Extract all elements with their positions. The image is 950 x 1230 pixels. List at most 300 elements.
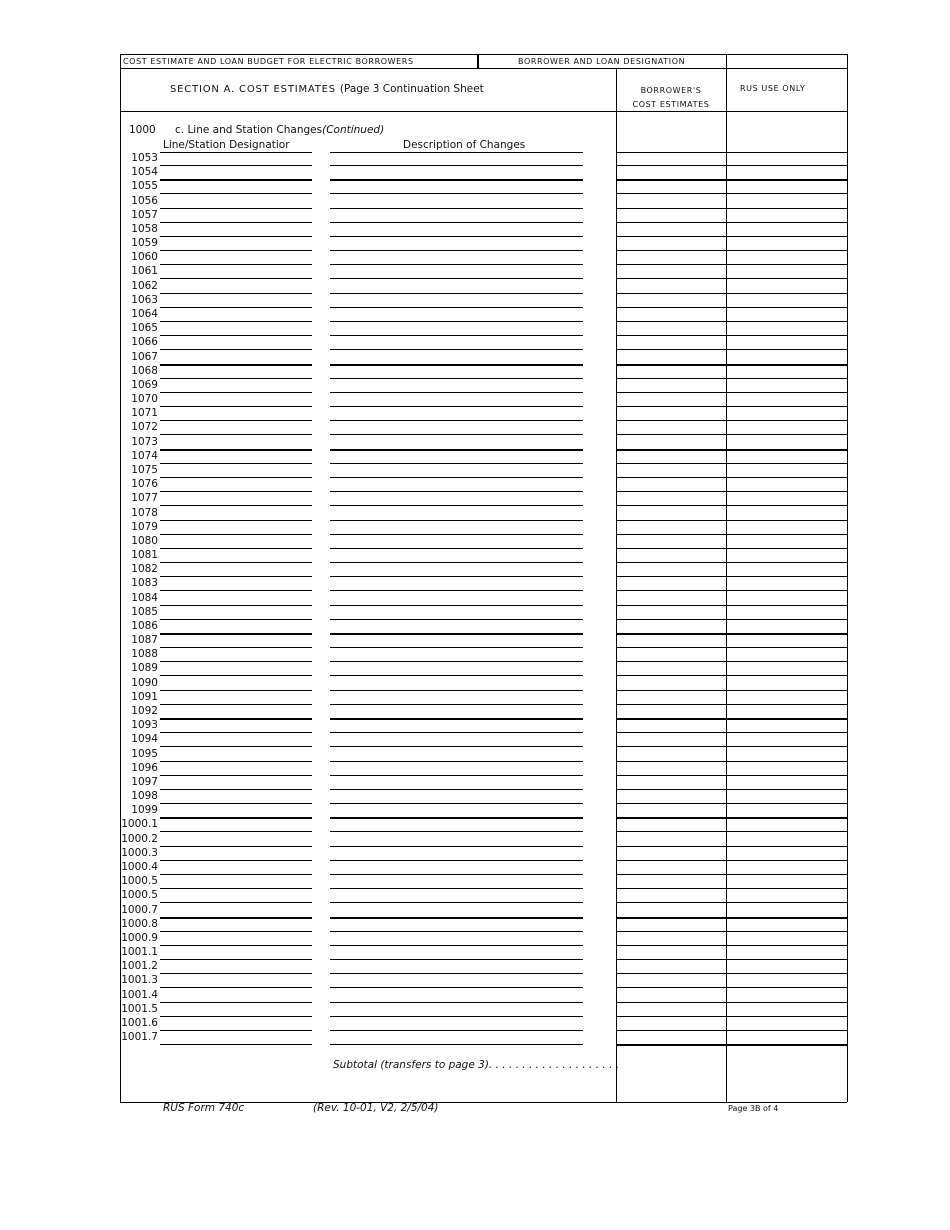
row-number: 1090 — [131, 677, 158, 689]
rus-use-field[interactable] — [726, 364, 847, 366]
designation-field[interactable] — [160, 803, 312, 804]
row-number: 1082 — [131, 563, 158, 575]
designation-field[interactable] — [160, 349, 312, 350]
row-number: 1088 — [131, 648, 158, 660]
row-number: 1001.4 — [121, 989, 158, 1001]
designation-field[interactable] — [160, 548, 312, 549]
description-field[interactable] — [330, 860, 583, 861]
borrower-estimate-field[interactable] — [616, 746, 726, 747]
designation-field[interactable] — [160, 477, 312, 478]
designation-field[interactable] — [160, 605, 312, 606]
description-field[interactable] — [330, 364, 583, 366]
borrower-estimate-field[interactable] — [616, 449, 726, 451]
rus-use-field[interactable] — [726, 973, 847, 974]
borrower-estimate-field[interactable] — [616, 732, 726, 733]
description-field[interactable] — [330, 378, 583, 379]
rus-use-field[interactable] — [726, 1002, 847, 1003]
row-number: 1000.1 — [121, 818, 158, 830]
row-number: 1065 — [131, 322, 158, 334]
rus-use-field[interactable] — [726, 463, 847, 464]
description-field[interactable] — [330, 761, 583, 762]
borrower-estimate-field[interactable] — [616, 378, 726, 379]
description-field[interactable] — [330, 250, 583, 251]
rus-use-field[interactable] — [726, 420, 847, 421]
description-field[interactable] — [330, 945, 583, 946]
designation-field[interactable] — [160, 1030, 312, 1031]
borrower-estimate-field[interactable] — [616, 477, 726, 478]
description-field[interactable] — [330, 732, 583, 733]
description-field[interactable] — [330, 1030, 583, 1031]
borrower-estimate-field[interactable] — [616, 874, 726, 875]
designation-field[interactable] — [160, 534, 312, 535]
designation-field[interactable] — [160, 775, 312, 776]
designation-field[interactable] — [160, 675, 312, 676]
rus-use-field[interactable] — [726, 1044, 847, 1045]
section-subtitle: (Page 3 Continuation Sheet — [339, 83, 484, 95]
row-number: 1092 — [131, 705, 158, 717]
borrower-estimate-field[interactable] — [616, 931, 726, 932]
rus-use-field[interactable] — [726, 165, 847, 166]
borrower-estimate-field[interactable] — [616, 718, 726, 720]
designation-field[interactable] — [160, 278, 312, 279]
borrower-estimate-field[interactable] — [616, 520, 726, 521]
borrower-estimate-field[interactable] — [616, 193, 726, 194]
designation-field[interactable] — [160, 945, 312, 946]
form-title: COST ESTIMATE AND LOAN BUDGET FOR ELECTRIC BORROWERS — [123, 57, 414, 66]
description-field[interactable] — [330, 831, 583, 832]
header-row-divider — [120, 68, 847, 69]
designation-field[interactable] — [160, 222, 312, 223]
designation-field[interactable] — [160, 434, 312, 435]
borrower-estimate-field[interactable] — [616, 1030, 726, 1031]
borrower-estimate-field[interactable] — [616, 534, 726, 535]
description-field[interactable] — [330, 406, 583, 407]
borrower-estimate-field[interactable] — [616, 349, 726, 350]
rus-column-divider — [726, 68, 727, 1102]
rus-use-field[interactable] — [726, 392, 847, 393]
rus-use-field[interactable] — [726, 704, 847, 705]
borrower-estimate-field[interactable] — [616, 973, 726, 974]
section-heading-text: c. Line and Station Changes — [175, 124, 323, 136]
rus-use-field[interactable] — [726, 732, 847, 733]
borrower-estimate-field[interactable] — [616, 803, 726, 804]
row-number: 1055 — [131, 180, 158, 192]
designation-field[interactable] — [160, 193, 312, 194]
borrower-estimate-field[interactable] — [616, 250, 726, 251]
description-field[interactable] — [330, 846, 583, 847]
designation-field[interactable] — [160, 463, 312, 464]
borrower-estimate-field[interactable] — [616, 236, 726, 237]
borrower-estimate-field[interactable] — [616, 1002, 726, 1003]
designation-field[interactable] — [160, 888, 312, 889]
borrower-estimate-field[interactable] — [616, 690, 726, 691]
borrower-estimate-field[interactable] — [616, 789, 726, 790]
rus-use-field[interactable] — [726, 307, 847, 308]
row-number: 1086 — [131, 620, 158, 632]
borrower-estimate-field[interactable] — [616, 619, 726, 620]
description-field[interactable] — [330, 973, 583, 974]
row-number: 1063 — [131, 294, 158, 306]
designation-field[interactable] — [160, 392, 312, 393]
borrower-estimate-field[interactable] — [616, 647, 726, 648]
borrower-estimate-field[interactable] — [616, 902, 726, 903]
rus-use-field[interactable] — [726, 293, 847, 294]
description-field[interactable] — [330, 236, 583, 237]
description-field-top — [330, 152, 583, 153]
header-divider-1 — [477, 54, 479, 68]
designation-field[interactable] — [160, 647, 312, 648]
rus-use-field[interactable] — [726, 208, 847, 209]
borrower-estimate-field[interactable] — [616, 335, 726, 336]
description-field[interactable] — [330, 534, 583, 535]
rus-use-field[interactable] — [726, 321, 847, 322]
rus-use-field[interactable] — [726, 520, 847, 521]
rus-use-field[interactable] — [726, 803, 847, 804]
rus-use-field[interactable] — [726, 193, 847, 194]
rus-use-field[interactable] — [726, 406, 847, 407]
description-field[interactable] — [330, 959, 583, 960]
designation-field[interactable] — [160, 789, 312, 790]
designation-field[interactable] — [160, 208, 312, 209]
borrower-estimate-field[interactable] — [616, 831, 726, 832]
borrower-estimate-field[interactable] — [616, 364, 726, 366]
rus-use-field[interactable] — [726, 831, 847, 832]
designation-field[interactable] — [160, 250, 312, 251]
designation-field[interactable] — [160, 590, 312, 591]
designation-field[interactable] — [160, 917, 312, 919]
description-field[interactable] — [330, 1016, 583, 1017]
description-field[interactable] — [330, 675, 583, 676]
description-field[interactable] — [330, 931, 583, 932]
rus-use-field[interactable] — [726, 349, 847, 350]
rus-use-field[interactable] — [726, 576, 847, 577]
rus-use-field[interactable] — [726, 378, 847, 379]
borrower-estimate-field[interactable] — [616, 463, 726, 464]
column-header-description: Description of Changes — [403, 139, 526, 151]
description-field[interactable] — [330, 449, 583, 451]
header-divider-2 — [726, 54, 727, 68]
description-field[interactable] — [330, 661, 583, 662]
designation-field[interactable] — [160, 874, 312, 875]
rus-use-field[interactable] — [726, 236, 847, 237]
designation-field[interactable] — [160, 746, 312, 747]
row-number: 1098 — [131, 790, 158, 802]
rus-use-field[interactable] — [726, 647, 847, 648]
rus-use-field[interactable] — [726, 250, 847, 251]
rus-use-field[interactable] — [726, 761, 847, 762]
rus-use-field[interactable] — [726, 434, 847, 435]
borrower-estimate-field[interactable] — [616, 945, 726, 946]
borrower-estimate-field[interactable] — [616, 1044, 726, 1045]
description-field[interactable] — [330, 633, 583, 635]
borrower-estimate-field[interactable] — [616, 675, 726, 676]
borrower-estimate-field[interactable] — [616, 264, 726, 265]
borrower-estimate-field[interactable] — [616, 222, 726, 223]
section-header-divider — [120, 111, 847, 112]
rus-use-field[interactable] — [726, 775, 847, 776]
designation-field[interactable] — [160, 378, 312, 379]
description-field[interactable] — [330, 718, 583, 720]
description-field[interactable] — [330, 902, 583, 903]
designation-field[interactable] — [160, 846, 312, 847]
description-field[interactable] — [330, 307, 583, 308]
rus-use-field[interactable] — [726, 449, 847, 451]
section-title-text: SECTION A. COST ESTIMATES — [170, 84, 336, 95]
rus-use-field[interactable] — [726, 278, 847, 279]
designation-field[interactable] — [160, 576, 312, 577]
designation-field[interactable] — [160, 704, 312, 705]
borrower-estimate-field[interactable] — [616, 165, 726, 166]
rus-use-field[interactable] — [726, 548, 847, 549]
row-number: 1076 — [131, 478, 158, 490]
rus-use-field[interactable] — [726, 222, 847, 223]
designation-field[interactable] — [160, 520, 312, 521]
description-field[interactable] — [330, 165, 583, 166]
borrower-estimate-field[interactable] — [616, 491, 726, 492]
designation-field[interactable] — [160, 264, 312, 265]
borrower-cost-line2: COST ESTIMATES — [632, 100, 710, 109]
borrower-estimate-field[interactable] — [616, 590, 726, 591]
row-number: 1000.5 — [121, 875, 158, 887]
description-field[interactable] — [330, 1044, 583, 1045]
borrower-estimate-field[interactable] — [616, 179, 726, 181]
rus-use-field[interactable] — [726, 633, 847, 635]
designation-field[interactable] — [160, 902, 312, 903]
rus-use-field[interactable] — [726, 619, 847, 620]
subtotal-divider — [616, 1045, 847, 1046]
row-number: 1059 — [131, 237, 158, 249]
form-revision: (Rev. 10-01, V2, 2/5/04) — [313, 1102, 439, 1114]
description-field[interactable] — [330, 335, 583, 336]
subtotal-label: Subtotal (transfers to page 3). . . . . . . . . . . . . . . . . . . . — [333, 1059, 620, 1071]
designation-field[interactable] — [160, 449, 312, 451]
rus-use-field[interactable] — [726, 746, 847, 747]
borrower-estimate-field[interactable] — [616, 420, 726, 421]
borrower-estimate-field[interactable] — [616, 605, 726, 606]
row-number: 1066 — [131, 336, 158, 348]
description-field[interactable] — [330, 548, 583, 549]
description-field[interactable] — [330, 562, 583, 563]
designation-field[interactable] — [160, 761, 312, 762]
borrower-cost-line1: BORROWER'S — [640, 86, 702, 95]
borrower-estimate-field[interactable] — [616, 576, 726, 577]
designation-field[interactable] — [160, 633, 312, 635]
borrower-estimate-field[interactable] — [616, 704, 726, 705]
row-number: 1001.7 — [121, 1031, 158, 1043]
description-field[interactable] — [330, 222, 583, 223]
row-number: 1099 — [131, 804, 158, 816]
rus-use-field[interactable] — [726, 1016, 847, 1017]
description-field[interactable] — [330, 179, 583, 181]
rus-use-field[interactable] — [726, 902, 847, 903]
row-number: 1001.6 — [121, 1017, 158, 1029]
designation-field[interactable] — [160, 860, 312, 861]
borrower-estimate-field[interactable] — [616, 761, 726, 762]
description-field[interactable] — [330, 874, 583, 875]
description-field[interactable] — [330, 193, 583, 194]
rus-use-field[interactable] — [726, 264, 847, 265]
rus-use-field[interactable] — [726, 605, 847, 606]
designation-field[interactable] — [160, 406, 312, 407]
description-field[interactable] — [330, 491, 583, 492]
rus-use-field[interactable] — [726, 477, 847, 478]
description-field[interactable] — [330, 420, 583, 421]
borrower-estimate-field[interactable] — [616, 562, 726, 563]
section-heading — [175, 124, 384, 136]
designation-field[interactable] — [160, 491, 312, 492]
description-field[interactable] — [330, 619, 583, 620]
designation-field[interactable] — [160, 1044, 312, 1045]
description-field[interactable] — [330, 803, 583, 804]
borrower-estimate-field[interactable] — [616, 392, 726, 393]
designation-field[interactable] — [160, 732, 312, 733]
designation-field[interactable] — [160, 1016, 312, 1017]
designation-field[interactable] — [160, 987, 312, 988]
row-number: 1069 — [131, 379, 158, 391]
page-number: Page 3B of 4 — [728, 1104, 779, 1113]
description-field[interactable] — [330, 917, 583, 919]
description-field[interactable] — [330, 477, 583, 478]
description-field[interactable] — [330, 1002, 583, 1003]
description-field[interactable] — [330, 208, 583, 209]
designation-field[interactable] — [160, 307, 312, 308]
borrower-estimate-field[interactable] — [616, 987, 726, 988]
designation-field[interactable] — [160, 364, 312, 366]
rus-use-field[interactable] — [726, 562, 847, 563]
designation-field[interactable] — [160, 973, 312, 974]
description-field[interactable] — [330, 888, 583, 889]
designation-field[interactable] — [160, 959, 312, 960]
rus-use-field[interactable] — [726, 661, 847, 662]
borrower-estimate-field[interactable] — [616, 860, 726, 861]
row-number: 1077 — [131, 492, 158, 504]
designation-field[interactable] — [160, 931, 312, 932]
borrower-estimate-field[interactable] — [616, 208, 726, 209]
description-field[interactable] — [330, 789, 583, 790]
rus-use-field[interactable] — [726, 987, 847, 988]
designation-field[interactable] — [160, 831, 312, 832]
borrower-estimate-field[interactable] — [616, 548, 726, 549]
row-number: 1001.3 — [121, 974, 158, 986]
borrower-estimate-field[interactable] — [616, 817, 726, 819]
rus-use-field[interactable] — [726, 817, 847, 819]
designation-field[interactable] — [160, 661, 312, 662]
designation-field[interactable] — [160, 1002, 312, 1003]
description-field[interactable] — [330, 278, 583, 279]
designation-field[interactable] — [160, 335, 312, 336]
designation-field[interactable] — [160, 817, 312, 819]
description-field[interactable] — [330, 264, 583, 265]
description-field[interactable] — [330, 392, 583, 393]
rus-use-field[interactable] — [726, 491, 847, 492]
borrower-estimate-field[interactable] — [616, 846, 726, 847]
rus-use-field[interactable] — [726, 675, 847, 676]
description-field[interactable] — [330, 605, 583, 606]
rus-use-field[interactable] — [726, 846, 847, 847]
borrower-estimate-field[interactable] — [616, 406, 726, 407]
designation-field[interactable] — [160, 420, 312, 421]
description-field[interactable] — [330, 746, 583, 747]
description-field[interactable] — [330, 520, 583, 521]
designation-field[interactable] — [160, 619, 312, 620]
designation-field[interactable] — [160, 505, 312, 506]
borrower-estimate-field[interactable] — [616, 888, 726, 889]
description-field[interactable] — [330, 576, 583, 577]
designation-field[interactable] — [160, 562, 312, 563]
description-field[interactable] — [330, 817, 583, 819]
borrower-estimate-field[interactable] — [616, 917, 726, 919]
rus-use-field[interactable] — [726, 945, 847, 946]
row-number: 1060 — [131, 251, 158, 263]
row-number: 1087 — [131, 634, 158, 646]
borrower-estimate-field[interactable] — [616, 633, 726, 635]
borrower-estimate-field[interactable] — [616, 1016, 726, 1017]
designation-field[interactable] — [160, 179, 312, 181]
rus-use-field[interactable] — [726, 917, 847, 919]
designation-field-top — [160, 152, 312, 153]
borrower-estimate-field[interactable] — [616, 505, 726, 506]
rus-use-field[interactable] — [726, 874, 847, 875]
borrower-estimate-field[interactable] — [616, 661, 726, 662]
rus-use-field[interactable] — [726, 179, 847, 181]
description-field[interactable] — [330, 987, 583, 988]
borrower-estimate-field[interactable] — [616, 775, 726, 776]
rus-use-field[interactable] — [726, 959, 847, 960]
borrower-estimate-field[interactable] — [616, 321, 726, 322]
designation-field[interactable] — [160, 236, 312, 237]
borrower-estimate-field[interactable] — [616, 293, 726, 294]
designation-field[interactable] — [160, 165, 312, 166]
rus-use-field[interactable] — [726, 505, 847, 506]
row-number: 1080 — [131, 535, 158, 547]
row-number: 1079 — [131, 521, 158, 533]
designation-field[interactable] — [160, 293, 312, 294]
rus-use-field[interactable] — [726, 718, 847, 720]
rus-use-field[interactable] — [726, 789, 847, 790]
borrower-estimate-field[interactable] — [616, 434, 726, 435]
rus-use-field[interactable] — [726, 335, 847, 336]
description-field[interactable] — [330, 690, 583, 691]
description-field[interactable] — [330, 704, 583, 705]
description-field[interactable] — [330, 647, 583, 648]
rus-use-field[interactable] — [726, 690, 847, 691]
designation-field[interactable] — [160, 321, 312, 322]
description-field[interactable] — [330, 434, 583, 435]
borrower-estimate-field[interactable] — [616, 278, 726, 279]
rus-use-field[interactable] — [726, 931, 847, 932]
rus-use-field[interactable] — [726, 860, 847, 861]
designation-field[interactable] — [160, 690, 312, 691]
description-field[interactable] — [330, 775, 583, 776]
row-number: 1074 — [131, 450, 158, 462]
borrower-estimate-field[interactable] — [616, 959, 726, 960]
description-field[interactable] — [330, 293, 583, 294]
description-field[interactable] — [330, 321, 583, 322]
row-number: 1091 — [131, 691, 158, 703]
row-number: 1000.7 — [121, 904, 158, 916]
borrower-estimate-field[interactable] — [616, 307, 726, 308]
description-field[interactable] — [330, 505, 583, 506]
rus-use-field[interactable] — [726, 888, 847, 889]
description-field[interactable] — [330, 349, 583, 350]
rus-use-field[interactable] — [726, 1030, 847, 1031]
designation-field[interactable] — [160, 718, 312, 720]
rus-use-field[interactable] — [726, 534, 847, 535]
rus-use-field[interactable] — [726, 590, 847, 591]
row-number: 1068 — [131, 365, 158, 377]
description-field[interactable] — [330, 463, 583, 464]
description-field[interactable] — [330, 590, 583, 591]
